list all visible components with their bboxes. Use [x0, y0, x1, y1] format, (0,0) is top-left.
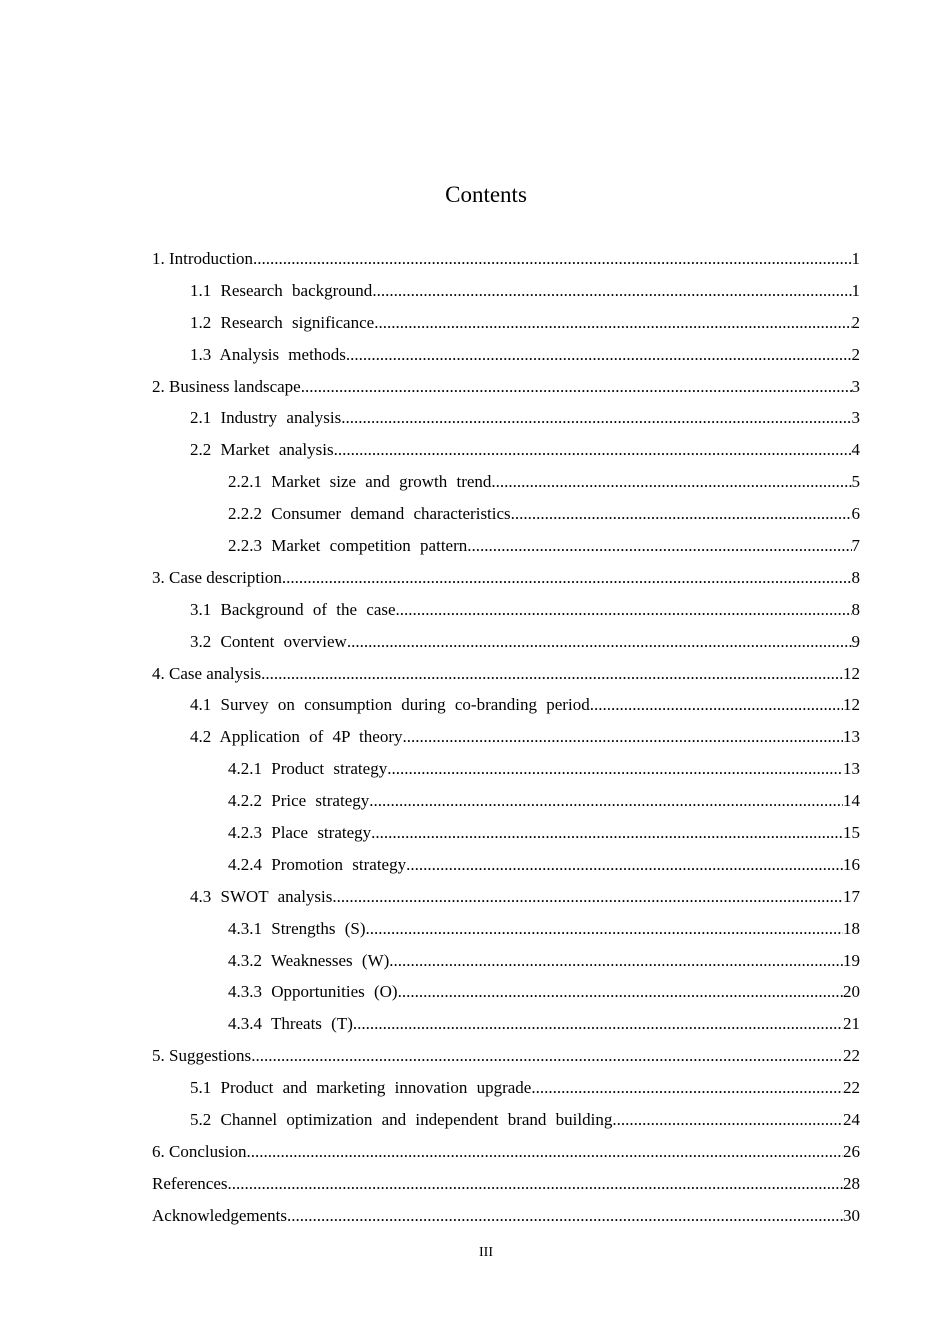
toc-entry-conclusion[interactable] [152, 1140, 860, 1172]
toc-entry-price-strategy[interactable] [152, 789, 860, 821]
toc-entry-page: 17 [843, 886, 860, 906]
dot-leader [346, 343, 852, 367]
toc-entry-promotion-strategy[interactable] [152, 853, 860, 885]
toc-entry-title: 4.2.2 Price strategy [228, 791, 370, 811]
toc-entry-page: 1 [851, 249, 860, 268]
toc-entry-title: 4.3.4 Threats (T) [228, 1014, 353, 1034]
toc-entry-title: 2.2.2 Consumer demand characteristics [228, 504, 511, 524]
toc-entry-page: 22 [843, 1078, 860, 1098]
toc-entry-title: 2.2.1 Market size and growth trend [228, 472, 492, 492]
toc-entry-title: 6. Conclusion [152, 1141, 247, 1161]
toc-entry-consumption-survey[interactable] [152, 693, 860, 725]
toc-entry-page: 22 [843, 1046, 860, 1066]
dot-leader [374, 311, 851, 335]
toc-entry-page: 26 [843, 1141, 860, 1161]
dot-leader [334, 438, 852, 462]
toc-entry-page: 16 [843, 854, 860, 874]
toc-entry-page: 3 [851, 376, 860, 396]
toc-entry-strengths[interactable] [152, 917, 860, 949]
dot-leader [491, 470, 851, 494]
toc-entry-page: 9 [851, 631, 860, 651]
dot-leader [369, 789, 843, 813]
toc-entry-suggestions[interactable] [152, 1044, 860, 1076]
toc-entry-analysis-methods[interactable] [152, 343, 860, 375]
toc-entry-content-overview[interactable] [152, 630, 860, 662]
toc-entry-weaknesses[interactable] [152, 949, 860, 981]
toc-entry-page: 12 [843, 695, 860, 715]
dot-leader [396, 598, 852, 622]
dot-leader [371, 821, 843, 845]
dot-leader [372, 279, 851, 303]
toc-entry-acknowledgements[interactable] [152, 1204, 860, 1236]
dot-leader [467, 534, 851, 558]
dot-leader [387, 757, 843, 781]
toc-entry-page: 20 [843, 982, 860, 1002]
dot-leader [347, 630, 852, 654]
toc-entry-page: 6 [851, 504, 860, 524]
toc-entry-title: 4.3 SWOT analysis [190, 886, 333, 906]
dot-leader [301, 375, 852, 399]
toc-entry-title: 1.3 Analysis methods [190, 344, 346, 364]
dot-leader [332, 885, 843, 909]
toc-entry-title: 2.2 Market analysis [190, 440, 334, 460]
dot-leader [531, 1076, 843, 1100]
dot-leader [353, 1012, 843, 1036]
toc-entry-title: 1.2 Research significance [190, 312, 375, 332]
toc-entry-market-analysis[interactable] [152, 438, 860, 470]
dot-leader [253, 247, 851, 271]
toc-entry-market-size[interactable] [152, 470, 860, 502]
toc-entry-opportunities[interactable] [152, 980, 860, 1012]
dot-leader [398, 980, 843, 1004]
toc-entry-threats[interactable] [152, 1012, 860, 1044]
toc-entry-title: Acknowledgements [152, 1205, 288, 1225]
toc-entry-references[interactable] [152, 1172, 860, 1204]
toc-entry-place-strategy[interactable] [152, 821, 860, 853]
toc-entry-page: 7 [851, 536, 860, 556]
toc-entry-page: 13 [843, 759, 860, 779]
toc-entry-title: 4.1 Survey on consumption during co-branding period [190, 695, 590, 715]
dot-leader [590, 693, 843, 717]
toc-entry-title: 4.2.3 Place strategy [228, 823, 372, 843]
toc-entry-introduction[interactable] [152, 247, 860, 279]
toc-entry-page: 13 [843, 727, 860, 747]
toc-entry-title: 4.2 Application of 4P theory [190, 727, 403, 747]
toc-entry-title: 5.1 Product and marketing innovation upgrade [190, 1078, 532, 1098]
toc-entry-page: 14 [843, 791, 860, 811]
toc-entry-title: 4.3.3 Opportunities (O) [228, 982, 398, 1002]
toc-entry-page: 1 [851, 280, 860, 300]
table-of-contents [152, 247, 860, 1236]
toc-entry-channel-optimization[interactable] [152, 1108, 860, 1140]
dot-leader [228, 1172, 843, 1196]
toc-entry-case-analysis[interactable] [152, 662, 860, 694]
toc-entry-title: 1.1 Research background [190, 280, 373, 300]
dot-leader [612, 1108, 843, 1132]
dot-leader [246, 1140, 843, 1164]
toc-entry-consumer-demand[interactable] [152, 502, 860, 534]
dot-leader [389, 949, 843, 973]
page-title: Contents [445, 182, 527, 207]
toc-entry-page: 2 [851, 312, 860, 332]
toc-entry-page: 19 [843, 950, 860, 970]
toc-entry-industry-analysis[interactable] [152, 406, 860, 438]
toc-entry-research-significance[interactable] [152, 311, 860, 343]
toc-entry-page: 2 [851, 344, 860, 364]
toc-entry-swot-analysis[interactable] [152, 885, 860, 917]
dot-leader [282, 566, 852, 590]
dot-leader [406, 853, 843, 877]
toc-entry-title: 2.2.3 Market competition pattern [228, 536, 468, 556]
toc-entry-title: 5.2 Channel optimization and independent brand building [190, 1110, 613, 1130]
toc-entry-4p-theory[interactable] [152, 725, 860, 757]
toc-entry-title: 3. Case description [152, 567, 282, 587]
toc-entry-page: 18 [843, 918, 860, 938]
dot-leader [287, 1204, 843, 1228]
toc-entry-title: 4.3.2 Weaknesses (W) [228, 950, 390, 970]
toc-entry-page: 21 [843, 1014, 860, 1034]
toc-entry-case-description[interactable] [152, 566, 860, 598]
toc-entry-title: 2. Business landscape [152, 376, 301, 396]
toc-entry-title: 1. Introduction [152, 249, 254, 268]
toc-entry-business-landscape[interactable] [152, 375, 860, 407]
toc-entry-page: 30 [843, 1205, 860, 1225]
toc-entry-page: 24 [843, 1110, 860, 1130]
toc-entry-page: 3 [851, 408, 860, 428]
toc-entry-title: 4. Case analysis [152, 663, 262, 683]
dot-leader [511, 502, 852, 526]
toc-entry-page: 15 [843, 823, 860, 843]
toc-entry-background-of-case[interactable] [152, 598, 860, 630]
toc-entry-page: 8 [851, 599, 860, 619]
toc-entry-title: References [152, 1173, 228, 1193]
toc-entry-research-background[interactable] [152, 279, 860, 311]
toc-entry-title: 4.2.1 Product strategy [228, 759, 388, 779]
toc-entry-page: 5 [851, 472, 860, 492]
toc-entry-product-marketing-innovation[interactable] [152, 1076, 860, 1108]
page-number: III [479, 1245, 493, 1260]
toc-entry-page: 12 [843, 663, 860, 683]
toc-entry-title: 4.3.1 Strengths (S) [228, 918, 366, 938]
dot-leader [366, 917, 844, 941]
toc-entry-market-competition[interactable] [152, 534, 860, 566]
toc-entry-page: 8 [851, 567, 860, 587]
toc-entry-title: 3.1 Background of the case [190, 599, 396, 619]
toc-entry-title: 5. Suggestions [152, 1046, 252, 1066]
dot-leader [261, 662, 843, 686]
dot-leader [403, 725, 844, 749]
dot-leader [251, 1044, 843, 1068]
toc-entry-title: 3.2 Content overview [190, 631, 347, 651]
dot-leader [341, 406, 851, 430]
toc-entry-title: 4.2.4 Promotion strategy [228, 854, 407, 874]
toc-entry-title: 2.1 Industry analysis [190, 408, 342, 428]
toc-entry-page: 28 [843, 1173, 860, 1193]
toc-entry-product-strategy[interactable] [152, 757, 860, 789]
toc-entry-page: 4 [851, 440, 860, 460]
